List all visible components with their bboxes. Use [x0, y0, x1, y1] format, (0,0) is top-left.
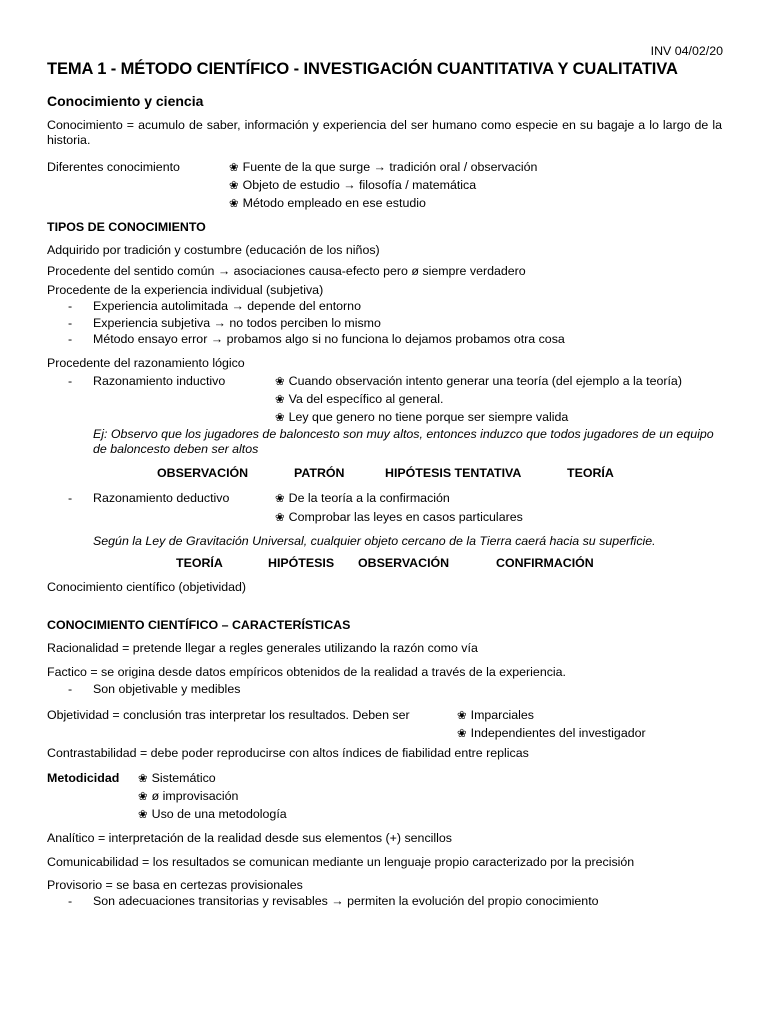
flower-bullet-icon: ❀ [138, 789, 148, 803]
dash-bullet: - [68, 316, 73, 330]
razonamiento-label: Procedente del razonamiento lógico [47, 356, 245, 370]
flower-bullet-icon: ❀ [138, 771, 148, 785]
flower-bullet-icon: ❀ [457, 726, 467, 740]
dash-bullet: - [68, 374, 73, 388]
diferentes-label: Diferentes conocimiento [47, 160, 180, 174]
objetividad-item: ❀ Imparciales [457, 708, 534, 722]
metodicidad-item: ❀ ø improvisación [138, 789, 239, 803]
flower-bullet-icon: ❀ [229, 178, 239, 192]
inductivo-item: ❀ Ley que genero no tiene porque ser siempre valida [275, 410, 569, 424]
analitico: Analítico = interpretación de la realidad desde sus elementos (+) sencillos [47, 831, 452, 845]
flower-bullet-icon: ❀ [275, 374, 285, 388]
dash-bullet: - [68, 299, 73, 313]
flower-bullet-icon: ❀ [229, 160, 239, 174]
tipo-tradicion: Adquirido por tradición y costumbre (educación de los niños) [47, 243, 380, 257]
dash-bullet: - [68, 894, 73, 908]
flower-bullet-icon: ❀ [138, 807, 148, 821]
inductivo-step: HIPÓTESIS TENTATIVA [385, 466, 522, 480]
page-title: TEMA 1 - MÉTODO CIENTÍFICO - INVESTIGACIÓN CUANTITATIVA Y CUALITATIVA [47, 60, 678, 78]
conocimiento-cientifico: Conocimiento científico (objetividad) [47, 580, 247, 594]
factico: Factico = se origina desde datos empíricos obtenidos de la realidad a través de la experiencia. [47, 665, 566, 679]
tipos-heading: TIPOS DE CONOCIMIENTO [47, 220, 206, 234]
metodicidad-item: ❀ Uso de una metodología [138, 807, 287, 821]
experiencia-item: Método ensayo error → probamos algo si no funciona lo dejamos probamos otra cosa [93, 332, 565, 346]
deductivo-step: OBSERVACIÓN [358, 556, 450, 570]
caracteristicas-heading: CONOCIMIENTO CIENTÍFICO – CARACTERÍSTICAS [47, 618, 351, 632]
tipo-sentido-comun: Procedente del sentido común → asociaciones causa-efecto pero ø siempre verdadero [47, 264, 526, 278]
metodicidad-item: ❀ Sistemático [138, 771, 216, 785]
racionalidad: Racionalidad = pretende llegar a regles generales utilizando la razón como vía [47, 641, 478, 655]
experiencia-item: Experiencia autolimitada → depende del entorno [93, 299, 361, 313]
tipo-experiencia-label: Procedente de la experiencia individual (subjetiva) [47, 283, 324, 297]
deductivo-step: CONFIRMACIÓN [496, 556, 594, 570]
deductivo-example: Según la Ley de Gravitación Universal, cualquier objeto cercano de la Tierra caerá hacia su superficie. [93, 534, 656, 548]
provisorio-item: Son adecuaciones transitorias y revisables → permiten la evolución del propio conocimiento [93, 894, 599, 908]
deductivo-step: HIPÓTESIS [268, 556, 335, 570]
inductivo-label: Razonamiento inductivo [93, 374, 226, 388]
inductivo-step: OBSERVACIÓN [157, 466, 249, 480]
experiencia-item: Experiencia subjetiva → no todos perciben lo mismo [93, 316, 381, 330]
inductivo-item: ❀ Va del específico al general. [275, 392, 444, 406]
section-subtitle: Conocimiento y ciencia [47, 93, 204, 109]
diferentes-item: ❀ Fuente de la que surge → tradición oral / observación [229, 160, 538, 174]
metodicidad-label: Metodicidad [47, 771, 120, 785]
contrastabilidad: Contrastabilidad = debe poder reproducirse con altos índices de fiabilidad entre replicas [47, 746, 529, 760]
objetividad-item: ❀ Independientes del investigador [457, 726, 646, 740]
deductivo-item: ❀ Comprobar las leyes en casos particulares [275, 510, 523, 524]
inductivo-item: ❀ Cuando observación intento generar una teoría (del ejemplo a la teoría) [275, 374, 682, 388]
diferentes-item: ❀ Método empleado en ese estudio [229, 196, 426, 210]
flower-bullet-icon: ❀ [275, 491, 285, 505]
inductivo-step: TEORÍA [567, 466, 614, 480]
flower-bullet-icon: ❀ [275, 410, 285, 424]
objetividad: Objetividad = conclusión tras interpretar los resultados. Deben ser [47, 708, 410, 722]
flower-bullet-icon: ❀ [275, 510, 285, 524]
deductivo-label: Razonamiento deductivo [93, 491, 230, 505]
flower-bullet-icon: ❀ [229, 196, 239, 210]
provisorio: Provisorio = se basa en certezas provisionales [47, 878, 303, 892]
dash-bullet: - [68, 491, 73, 505]
factico-item: Son objetivable y medibles [93, 682, 241, 696]
flower-bullet-icon: ❀ [275, 392, 285, 406]
dash-bullet: - [68, 332, 73, 346]
date-reference: INV 04/02/20 [650, 44, 723, 58]
dash-bullet: - [68, 682, 73, 696]
deductivo-item: ❀ De la teoría a la confirmación [275, 491, 450, 505]
comunicabilidad: Comunicabilidad = los resultados se comunican mediante un lenguaje propio caracterizado por la precisión [47, 855, 635, 869]
deductivo-step: TEORÍA [176, 556, 223, 570]
conocimiento-definition: Conocimiento = acumulo de saber, información y experiencia del ser humano como especie en su bagaje a lo largo de la historia. [47, 118, 722, 147]
diferentes-item: ❀ Objeto de estudio → filosofía / matemática [229, 178, 477, 192]
inductivo-example: Ej: Observo que los jugadores de baloncesto son muy altos, entonces induzco que todos jugadores de un equipo de baloncesto deben ser altos [93, 427, 714, 456]
flower-bullet-icon: ❀ [457, 708, 467, 722]
inductivo-step: PATRÓN [294, 466, 345, 480]
